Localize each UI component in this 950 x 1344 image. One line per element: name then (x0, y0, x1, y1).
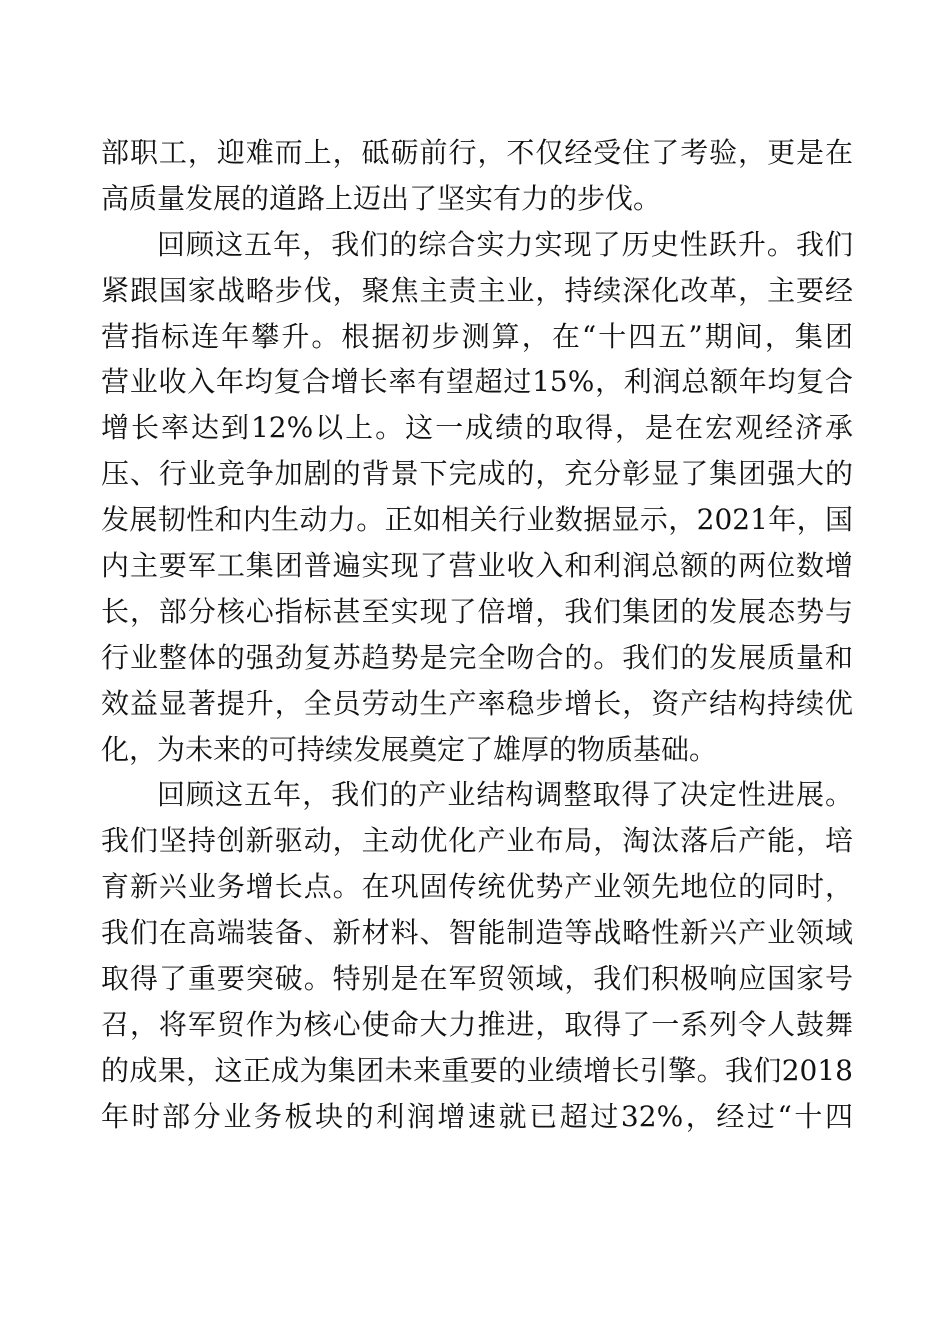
text-line: 高质量发展的道路上迈出了坚实有力的步伐。 (101, 181, 662, 215)
text-line: 育新兴业务增长点。在巩固传统优势产业领先地位的同时， (101, 870, 853, 904)
paragraph-continued (101, 130, 853, 222)
body-text (101, 130, 853, 1140)
text-line: 长，部分核心指标甚至实现了倍增，我们集团的发展态势与 (101, 594, 853, 628)
text-line: 发展韧性和内生动力。正如相关行业数据显示，2021年，国 (101, 503, 853, 537)
text-line: 营业收入年均复合增长率有望超过15%，利润总额年均复合 (101, 365, 853, 399)
text-line: 营指标连年攀升。根据初步测算，在“十四五”期间，集团 (101, 319, 853, 353)
text-line: 效益显著提升，全员劳动生产率稳步增长，资产结构持续优 (101, 686, 853, 720)
text-line: 召，将军贸作为核心使命大力推进，取得了一系列令人鼓舞 (101, 1007, 853, 1041)
paragraph-industrial-structure (101, 772, 853, 1139)
text-line: 年时部分业务板块的利润增速就已超过32%，经过“十四 (101, 1099, 853, 1133)
text-line: 化，为未来的可持续发展奠定了雄厚的物质基础。 (101, 732, 718, 766)
text-line: 取得了重要突破。特别是在军贸领域，我们积极响应国家号 (101, 962, 853, 996)
text-line: 回顾这五年，我们的产业结构调整取得了决定性进展。 (157, 778, 853, 812)
text-line: 我们在高端装备、新材料、智能制造等战略性新兴产业领域 (101, 916, 853, 950)
text-line: 的成果，这正成为集团未来重要的业绩增长引擎。我们2018 (101, 1053, 853, 1087)
text-line: 紧跟国家战略步伐，聚焦主责主业，持续深化改革，主要经 (101, 273, 853, 307)
paragraph-comprehensive-strength (101, 222, 853, 773)
text-line: 增长率达到12%以上。这一成绩的取得，是在宏观经济承 (101, 411, 853, 445)
text-line: 压、行业竞争加剧的背景下完成的，充分彰显了集团强大的 (101, 457, 853, 491)
text-line: 回顾这五年，我们的综合实力实现了历史性跃升。我们 (157, 227, 853, 261)
text-line: 内主要军工集团普遍实现了营业收入和利润总额的两位数增 (101, 549, 853, 583)
text-line: 我们坚持创新驱动，主动优化产业布局，淘汰落后产能，培 (101, 824, 853, 858)
text-line: 部职工，迎难而上，砥砺前行，不仅经受住了考验，更是在 (101, 136, 853, 169)
text-line: 行业整体的强劲复苏趋势是完全吻合的。我们的发展质量和 (101, 640, 853, 674)
